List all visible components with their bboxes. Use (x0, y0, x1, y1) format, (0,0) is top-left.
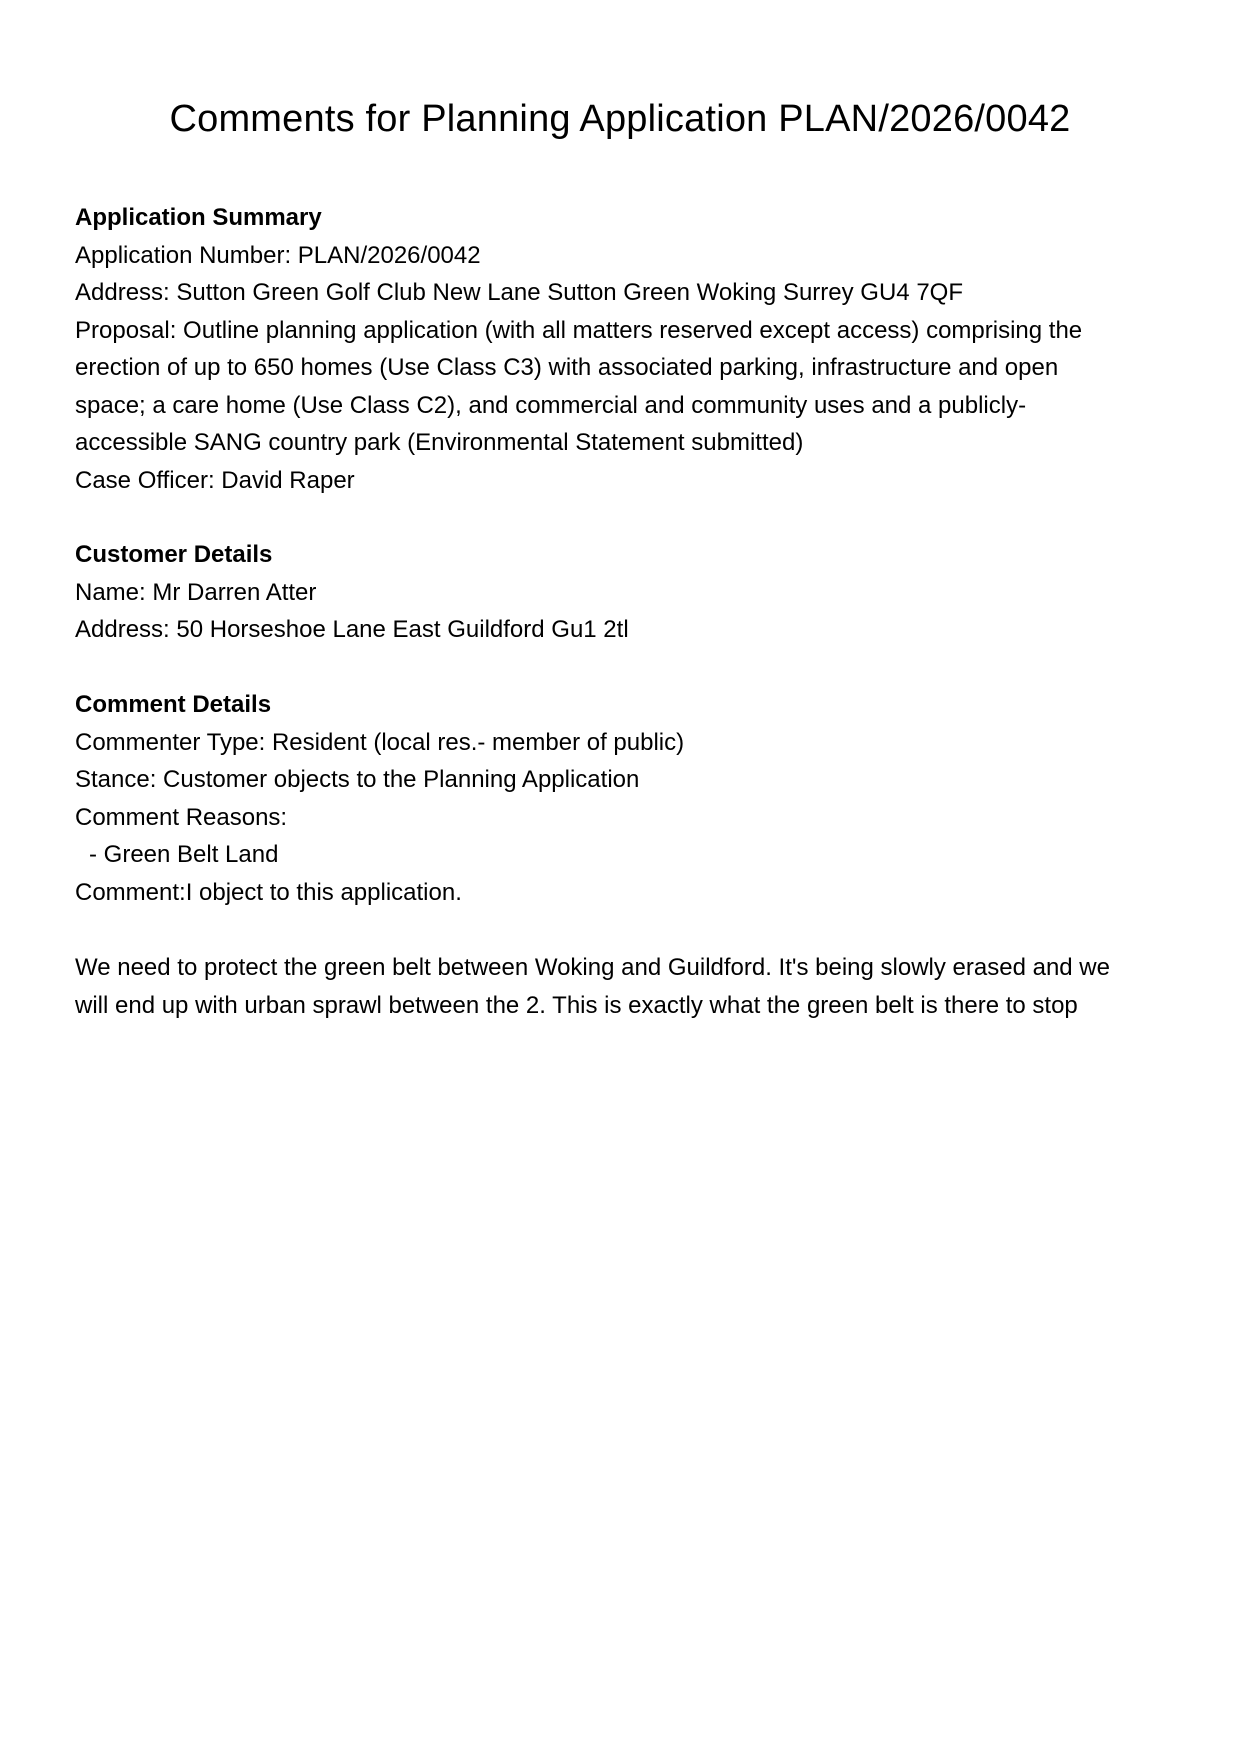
customer-name: Name: Mr Darren Atter (75, 578, 317, 606)
comment-reasons-label: Comment Reasons: (75, 803, 288, 831)
application-summary-section (75, 199, 1175, 499)
commenter-type: Commenter Type: Resident (local res.- member of public) (75, 728, 685, 756)
proposal-line: erection of up to 650 homes (Use Class C3) with associated parking, infrastructure and open (75, 354, 1059, 381)
stance: Stance: Customer objects to the Planning Application (75, 766, 640, 793)
comment-body-line: We need to protect the green belt between Woking and Guildford. It's being slowly erased and we (75, 954, 1110, 981)
proposal-line: Proposal: Outline planning application (with all matters reserved except access) comprising the (75, 316, 1083, 344)
customer-details-section (75, 536, 1175, 649)
comment-details-section (75, 686, 1175, 911)
comment-intro: Comment:I object to this application. (75, 878, 462, 906)
application-address: Address: Sutton Green Golf Club New Lane Sutton Green Woking Surrey GU4 7QF (75, 279, 963, 306)
customer-details-heading: Customer Details (75, 541, 273, 568)
comment-details-heading: Comment Details (75, 691, 272, 718)
proposal-line: accessible SANG country park (Environmental Statement submitted) (75, 429, 804, 456)
customer-address: Address: 50 Horseshoe Lane East Guildford Gu1 2tl (75, 616, 629, 643)
application-number: Application Number: PLAN/2026/0042 (75, 241, 481, 269)
page-title: Comments for Planning Application PLAN/2026/0042 (169, 98, 1071, 140)
comment-reason-item: - Green Belt Land (89, 841, 279, 868)
proposal-line: space; a care home (Use Class C2), and commercial and community uses and a publicly- (75, 391, 1027, 419)
comment-body (75, 949, 1175, 1024)
application-summary-heading: Application Summary (75, 204, 322, 231)
case-officer: Case Officer: David Raper (75, 466, 355, 494)
comment-body-line: will end up with urban sprawl between the 2. This is exactly what the green belt is there to stop (75, 991, 1078, 1019)
